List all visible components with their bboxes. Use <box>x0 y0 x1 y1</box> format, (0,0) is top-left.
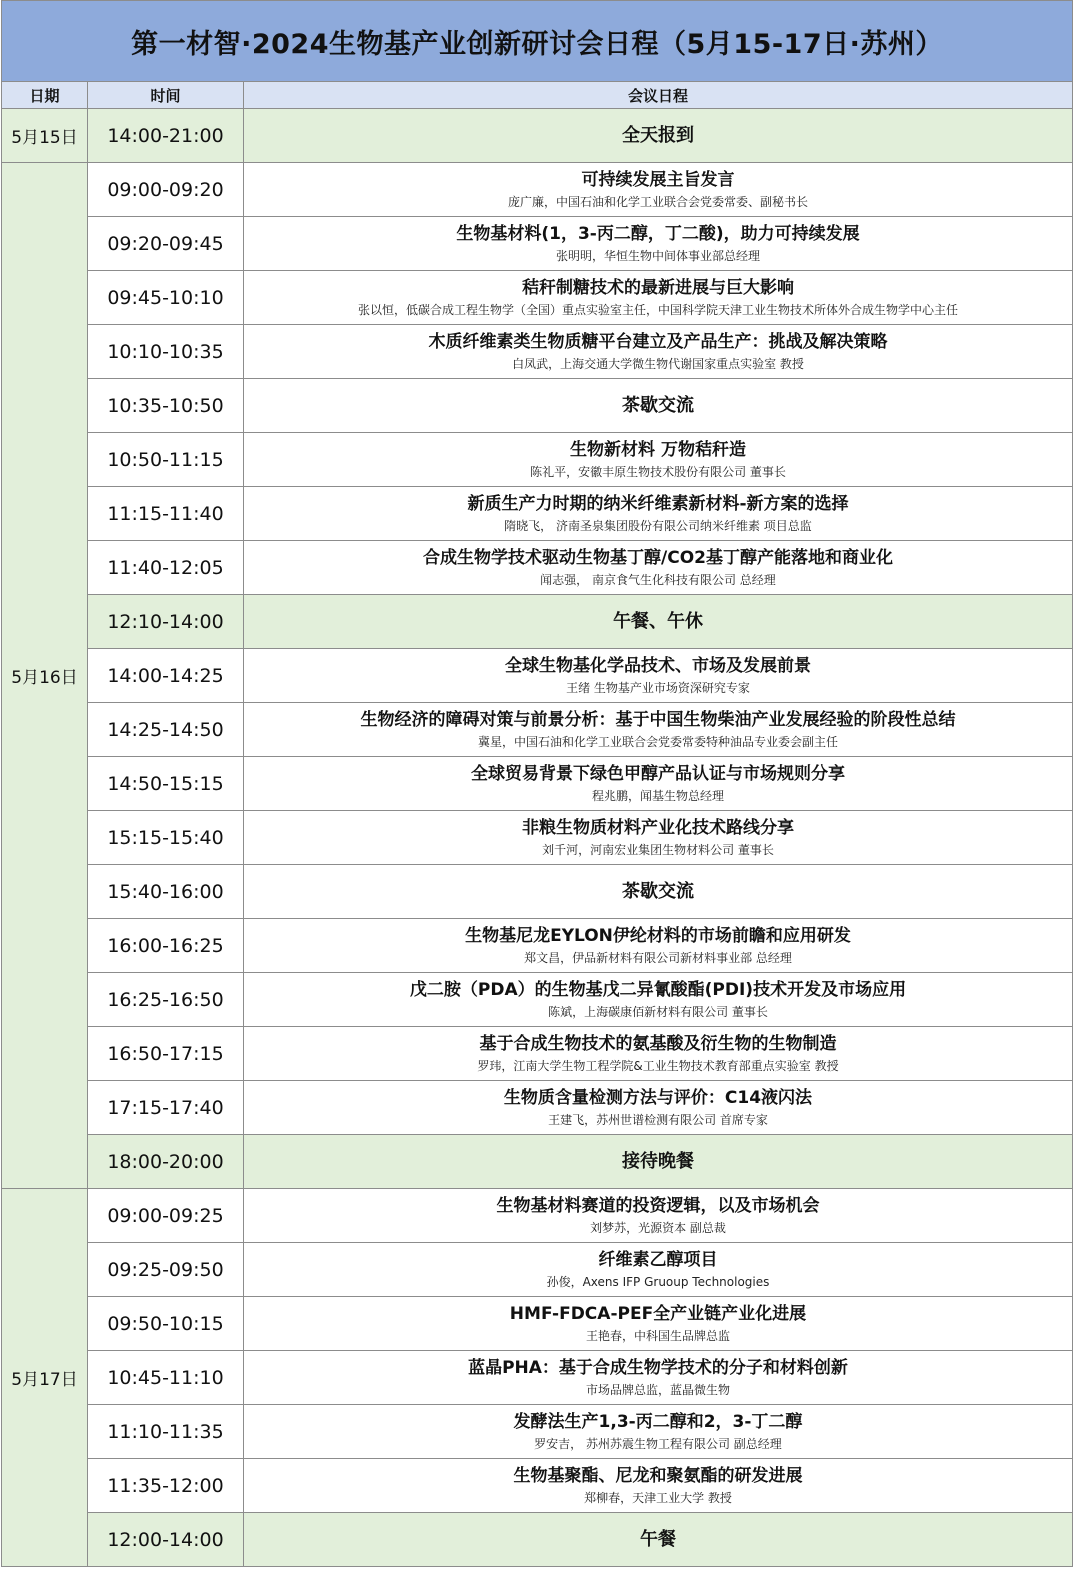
table-row <box>2 487 1073 541</box>
table-row <box>2 703 1073 757</box>
session-title: 茶歇交流 <box>622 394 694 416</box>
table-row <box>2 1189 1073 1243</box>
table-row <box>2 541 1073 595</box>
session-title: 生物基材料赛道的投资逻辑，以及市场机会 <box>496 1195 820 1216</box>
session-title: 生物基尼龙EYLON伊纶材料的市场前瞻和应用研发 <box>465 925 851 946</box>
speaker-info: 王艳春，中科国生品牌总监 <box>585 1328 730 1343</box>
session-title: 茶歇交流 <box>622 880 694 902</box>
table-row <box>2 1297 1073 1351</box>
table-row <box>2 595 1073 649</box>
date-cell: 5月16日 <box>2 163 88 1189</box>
speaker-info: 刘千河，河南宏业集团生物材料公司 董事长 <box>542 842 774 857</box>
session-title: 纤维素乙醇项目 <box>598 1249 718 1270</box>
time-cell: 15:40-16:00 <box>88 865 244 919</box>
header-time: 时间 <box>88 82 244 109</box>
session-title: 发酵法生产1,3-丙二醇和2，3-丁二醇 <box>513 1411 803 1432</box>
table-row <box>2 865 1073 919</box>
session-title: 合成生物学技术驱动生物基丁醇/CO2基丁醇产能落地和商业化 <box>423 547 893 568</box>
table-row <box>2 649 1073 703</box>
session-title: 基于合成生物技术的氨基酸及衍生物的生物制造 <box>479 1033 837 1054</box>
session-title: 新质生产力时期的纳米纤维素新材料-新方案的选择 <box>467 493 849 514</box>
agenda-cell <box>244 1081 1073 1135</box>
table-row <box>2 1513 1073 1567</box>
speaker-info: 郑文昌，伊品新材料有限公司新材料事业部 总经理 <box>524 950 792 965</box>
session-title: 全球生物基化学品技术、市场及发展前景 <box>505 655 811 676</box>
table-row <box>2 1459 1073 1513</box>
time-cell: 14:25-14:50 <box>88 703 244 757</box>
agenda-cell <box>244 1027 1073 1081</box>
time-cell: 12:10-14:00 <box>88 595 244 649</box>
time-cell: 16:50-17:15 <box>88 1027 244 1081</box>
time-cell: 14:00-14:25 <box>88 649 244 703</box>
session-title: 秸秆制糖技术的最新进展与巨大影响 <box>522 277 794 298</box>
header-date: 日期 <box>2 82 88 109</box>
time-cell: 09:25-09:50 <box>88 1243 244 1297</box>
speaker-info: 郑柳春，天津工业大学 教授 <box>584 1490 732 1505</box>
speaker-info: 罗玮，江南大学生物工程学院&工业生物技术教育部重点实验室 教授 <box>477 1058 839 1073</box>
time-cell: 12:00-14:00 <box>88 1513 244 1567</box>
table-row <box>2 271 1073 325</box>
time-cell: 11:15-11:40 <box>88 487 244 541</box>
table-row <box>2 1243 1073 1297</box>
session-title: HMF-FDCA-PEF全产业链产业化进展 <box>509 1303 807 1324</box>
speaker-info: 孙俊，Axens IFP Gruoup Technologies <box>546 1274 770 1289</box>
table-row <box>2 433 1073 487</box>
agenda-cell <box>244 217 1073 271</box>
table-row <box>2 217 1073 271</box>
agenda-cell <box>244 163 1073 217</box>
agenda-cell <box>244 1243 1073 1297</box>
agenda-table <box>1 0 1073 1567</box>
session-title: 非粮生物质材料产业化技术路线分享 <box>522 817 794 838</box>
agenda-cell <box>244 757 1073 811</box>
speaker-info: 冀星，中国石油和化学工业联合会党委常委特种油品专业委会副主任 <box>477 734 838 749</box>
agenda-cell <box>244 325 1073 379</box>
speaker-info: 刘梦苏，光源资本 副总裁 <box>590 1220 726 1235</box>
session-title: 生物基材料(1，3-丙二醇，丁二酸)，助力可持续发展 <box>456 223 860 244</box>
table-row <box>2 1081 1073 1135</box>
time-cell: 09:45-10:10 <box>88 271 244 325</box>
speaker-info: 张以恒，低碳合成工程生物学（全国）重点实验室主任，中国科学院天津工业生物技术所体外合成生物学中心主任 <box>357 302 958 317</box>
speaker-info: 陈礼平，安徽丰原生物技术股份有限公司 董事长 <box>530 464 786 479</box>
session-title: 可持续发展主旨发言 <box>581 169 735 190</box>
time-cell: 09:50-10:15 <box>88 1297 244 1351</box>
speaker-info: 陈斌，上海碳康佰新材料有限公司 董事长 <box>548 1004 768 1019</box>
session-title: 接待晚餐 <box>622 1150 694 1172</box>
speaker-info: 罗安吉， 苏州苏震生物工程有限公司 副总经理 <box>534 1436 782 1451</box>
session-title: 午餐 <box>640 1528 676 1550</box>
agenda-cell <box>244 1513 1073 1567</box>
table-row <box>2 163 1073 217</box>
session-title: 午餐、午休 <box>613 610 703 632</box>
session-title: 全球贸易背景下绿色甲醇产品认证与市场规则分享 <box>471 763 845 784</box>
time-cell: 09:20-09:45 <box>88 217 244 271</box>
table-row <box>2 1351 1073 1405</box>
time-cell: 11:10-11:35 <box>88 1405 244 1459</box>
agenda-cell <box>244 379 1073 433</box>
time-cell: 16:25-16:50 <box>88 973 244 1027</box>
agenda-cell <box>244 1459 1073 1513</box>
time-cell: 15:15-15:40 <box>88 811 244 865</box>
session-title: 生物质含量检测方法与评价：C14液闪法 <box>503 1087 813 1108</box>
agenda-cell <box>244 1405 1073 1459</box>
time-cell: 10:50-11:15 <box>88 433 244 487</box>
session-title: 木质纤维素类生物质糖平台建立及产品生产：挑战及解决策略 <box>428 331 888 352</box>
page-title: 第一材智·2024生物基产业创新研讨会日程（5月15-17日·苏州） <box>2 1 1073 82</box>
table-row <box>2 109 1073 163</box>
agenda-cell <box>244 919 1073 973</box>
time-cell: 18:00-20:00 <box>88 1135 244 1189</box>
time-cell: 09:00-09:25 <box>88 1189 244 1243</box>
date-cell: 5月17日 <box>2 1189 88 1567</box>
agenda-cell <box>244 487 1073 541</box>
table-row <box>2 973 1073 1027</box>
header-agenda: 会议日程 <box>244 82 1073 109</box>
time-cell: 10:10-10:35 <box>88 325 244 379</box>
agenda-cell <box>244 1297 1073 1351</box>
speaker-info: 张明明，华恒生物中间体事业部总经理 <box>555 248 760 263</box>
agenda-cell <box>244 271 1073 325</box>
agenda-cell <box>244 973 1073 1027</box>
agenda-cell <box>244 1135 1073 1189</box>
time-cell: 10:45-11:10 <box>88 1351 244 1405</box>
time-cell: 09:00-09:20 <box>88 163 244 217</box>
speaker-info: 程兆鹏，闻基生物总经理 <box>591 788 724 803</box>
time-cell: 14:50-15:15 <box>88 757 244 811</box>
date-cell: 5月15日 <box>2 109 88 163</box>
time-cell: 14:00-21:00 <box>88 109 244 163</box>
agenda-cell <box>244 1189 1073 1243</box>
agenda-cell <box>244 433 1073 487</box>
speaker-info: 庞广廉，中国石油和化学工业联合会党委常委、副秘书长 <box>507 194 808 209</box>
agenda-cell <box>244 811 1073 865</box>
agenda-cell <box>244 595 1073 649</box>
agenda-sheet <box>1 0 1072 1567</box>
speaker-info: 隋晓飞， 济南圣泉集团股份有限公司纳米纤维素 项目总监 <box>504 518 812 533</box>
agenda-cell <box>244 649 1073 703</box>
agenda-cell <box>244 703 1073 757</box>
agenda-cell <box>244 865 1073 919</box>
speaker-info: 市场品牌总监，蓝晶微生物 <box>585 1382 730 1397</box>
session-title: 生物经济的障碍对策与前景分析：基于中国生物柴油产业发展经验的阶段性总结 <box>360 709 956 730</box>
session-title: 生物基聚酯、尼龙和聚氨酯的研发进展 <box>513 1465 803 1486</box>
speaker-info: 闻志强， 南京食气生化科技有限公司 总经理 <box>540 572 776 587</box>
session-title: 生物新材料 万物秸秆造 <box>570 439 746 460</box>
speaker-info: 王绪 生物基产业市场资深研究专家 <box>566 680 750 695</box>
time-cell: 17:15-17:40 <box>88 1081 244 1135</box>
time-cell: 11:35-12:00 <box>88 1459 244 1513</box>
speaker-info: 白凤武，上海交通大学微生物代谢国家重点实验室 教授 <box>512 356 804 371</box>
session-title: 蓝晶PHA：基于合成生物学技术的分子和材料创新 <box>468 1357 848 1378</box>
table-row <box>2 325 1073 379</box>
table-row <box>2 1135 1073 1189</box>
time-cell: 10:35-10:50 <box>88 379 244 433</box>
agenda-cell <box>244 1351 1073 1405</box>
time-cell: 16:00-16:25 <box>88 919 244 973</box>
table-row <box>2 811 1073 865</box>
table-row <box>2 1027 1073 1081</box>
table-row <box>2 757 1073 811</box>
session-title: 全天报到 <box>622 124 694 146</box>
agenda-cell <box>244 109 1073 163</box>
speaker-info: 王建飞，苏州世谱检测有限公司 首席专家 <box>548 1112 768 1127</box>
session-title: 戊二胺（PDA）的生物基戊二异氰酸酯(PDI)技术开发及市场应用 <box>409 979 907 1000</box>
table-row <box>2 1405 1073 1459</box>
agenda-cell <box>244 541 1073 595</box>
time-cell: 11:40-12:05 <box>88 541 244 595</box>
table-row <box>2 379 1073 433</box>
table-row <box>2 919 1073 973</box>
